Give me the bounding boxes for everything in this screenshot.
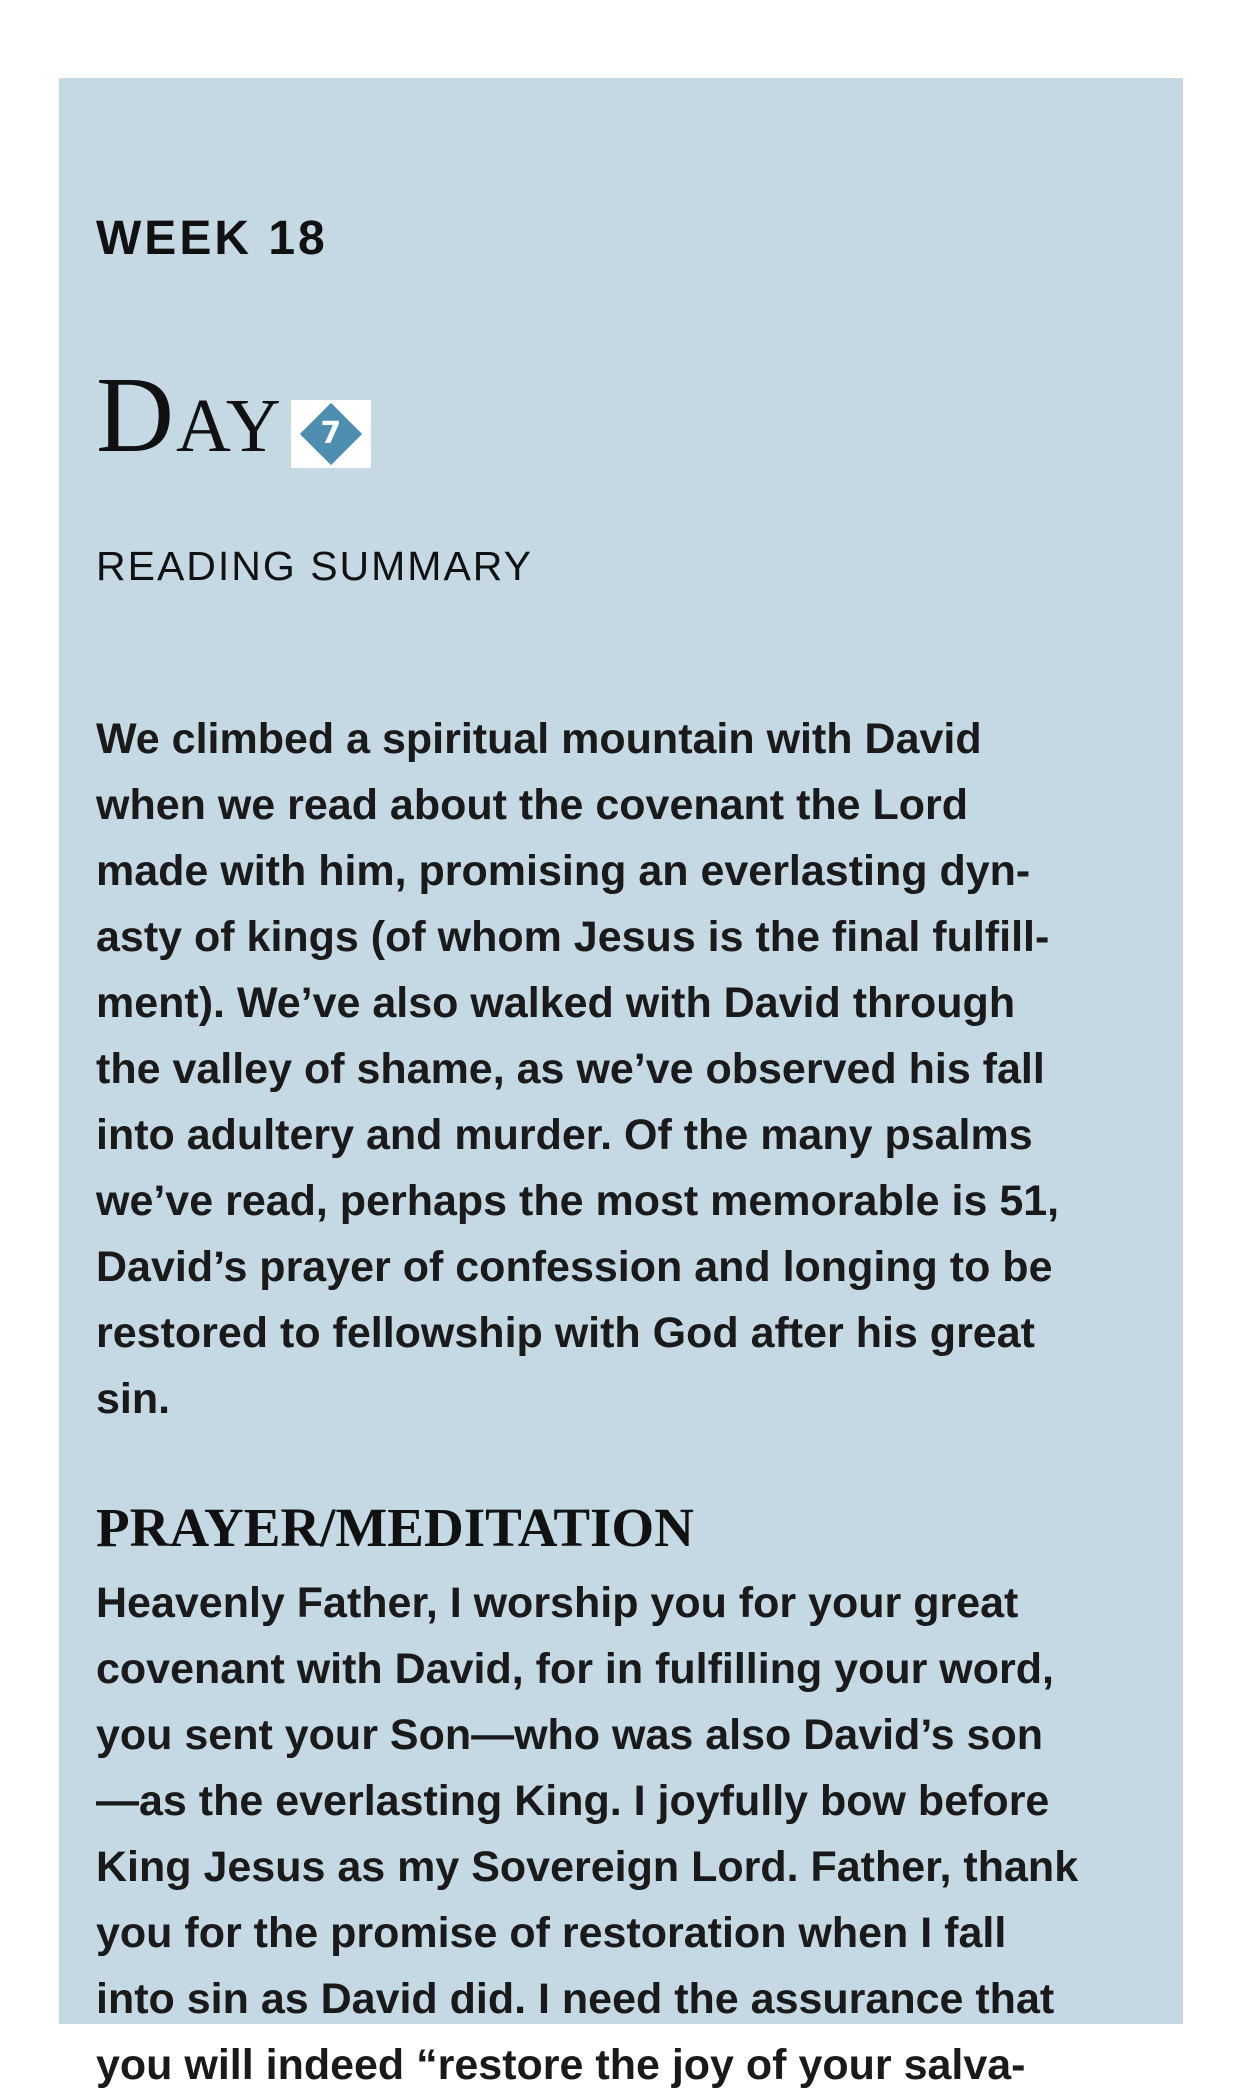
prayer-line: into sin as David did. I need the assurance that (96, 1975, 1055, 2023)
day-number: 7 (320, 416, 342, 451)
reading-summary-label: READING SUMMARY (96, 543, 534, 589)
prayer-line: you sent your Son—who was also David’s son (96, 1711, 1043, 1759)
prayer-line: covenant with David, for in fulfilling your word, (96, 1645, 1054, 1693)
day-number-badge (291, 400, 371, 468)
prayer-line: you for the promise of restoration when I fall (96, 1909, 1007, 1957)
prayer-line: you will indeed “restore the joy of your salva- (96, 2041, 1026, 2089)
prayer-line: King Jesus as my Sovereign Lord. Father, thank (96, 1843, 1079, 1891)
summary-line: we’ve read, perhaps the most memorable is 51, (96, 1177, 1060, 1225)
summary-line: We climbed a spiritual mountain with David (96, 715, 982, 763)
summary-line: sin. (96, 1375, 171, 1423)
summary-line: the valley of shame, as we’ve observed his fall (96, 1045, 1045, 1093)
summary-line: into adultery and murder. Of the many psalms (96, 1111, 1033, 1159)
reading-panel (59, 78, 1183, 2089)
prayer-text (96, 1570, 1160, 2098)
day-title: Day (96, 356, 283, 475)
summary-line: ment). We’ve also walked with David through (96, 979, 1016, 1027)
reading-summary-text (96, 706, 1160, 1432)
prayer-meditation-heading: PRAYER/MEDITATION (96, 1497, 694, 1558)
summary-line: David’s prayer of confession and longing to be (96, 1243, 1053, 1291)
summary-line: restored to fellowship with God after his great (96, 1309, 1035, 1357)
week-label: WEEK 18 (96, 212, 328, 265)
summary-line: asty of kings (of whom Jesus is the final fulfill- (96, 913, 1050, 961)
prayer-line: —as the everlasting King. I joyfully bow before (96, 1777, 1050, 1825)
prayer-line: Heavenly Father, I worship you for your great (96, 1579, 1019, 1627)
summary-line: when we read about the covenant the Lord (96, 781, 969, 829)
summary-line: made with him, promising an everlasting dyn- (96, 847, 1031, 895)
day-heading (96, 356, 371, 475)
